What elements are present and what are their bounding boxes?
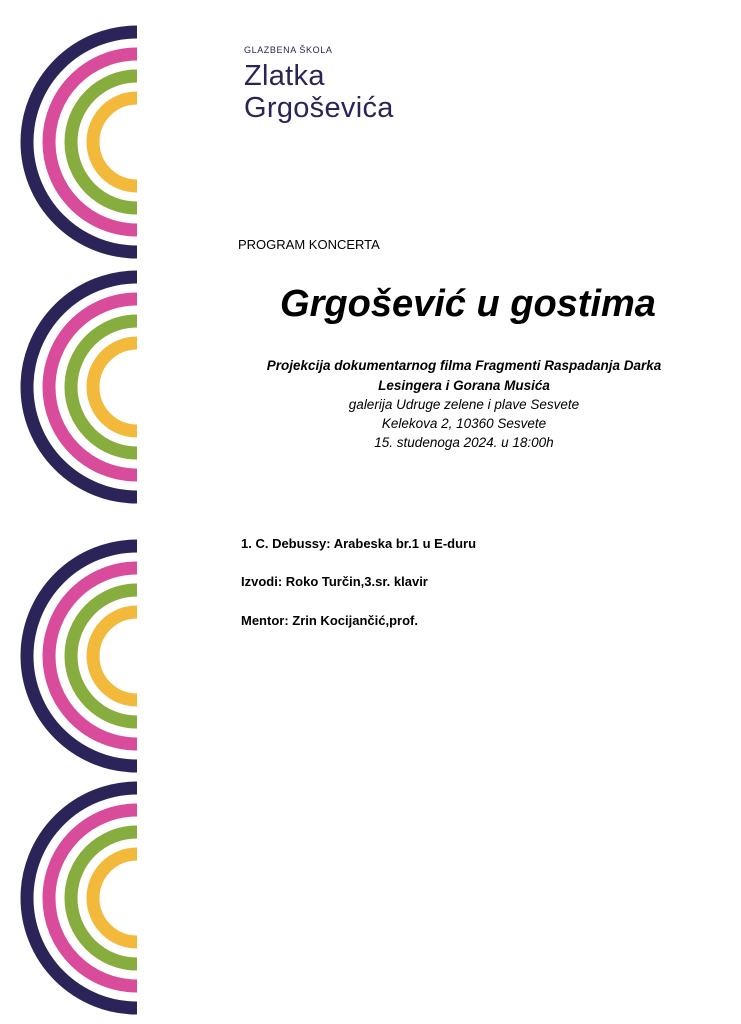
program-item-1: 1. C. Debussy: Arabeska br.1 u E-duru xyxy=(241,536,477,551)
decorative-arc xyxy=(27,32,137,142)
decorative-arc xyxy=(93,98,137,142)
decorative-arc xyxy=(27,387,137,497)
decorative-arc xyxy=(93,898,137,942)
decorative-arc xyxy=(27,788,137,898)
decorative-arc xyxy=(93,343,137,387)
document-label: PROGRAM KONCERTA xyxy=(238,237,380,252)
subtitle-line2: Lesingera i Gorana Musića xyxy=(378,378,550,393)
subtitle-line1: Projekcija dokumentarnog filma Fragmenti Raspadanja Darka xyxy=(266,358,662,373)
logo-name-line2: Grgoševića xyxy=(244,92,394,124)
decorative-arc xyxy=(27,277,137,387)
decorative-arc xyxy=(93,656,137,700)
decorative-arc xyxy=(27,898,137,1008)
decorative-arc xyxy=(93,142,137,186)
event-datetime: 15. studenoga 2024. u 18:00h xyxy=(374,435,554,450)
address: Kelekova 2, 10360 Sesvete xyxy=(381,416,547,431)
decorative-arc xyxy=(27,142,137,252)
program-performer: Izvodi: Roko Turčin,3.sr. klavir xyxy=(241,574,428,589)
logo-name-line1: Zlatka xyxy=(244,60,325,92)
decorative-arcs xyxy=(0,0,160,1024)
decorative-arc xyxy=(93,854,137,898)
decorative-arc xyxy=(27,546,137,656)
page-title: Grgošević u gostima xyxy=(280,283,656,325)
decorative-arc xyxy=(27,656,137,766)
logo-school-label: GLAZBENA ŠKOLA xyxy=(244,45,333,55)
program-mentor: Mentor: Zrin Kocijančić,prof. xyxy=(241,613,418,628)
decorative-arc xyxy=(93,612,137,656)
venue: galerija Udruge zelene i plave Sesvete xyxy=(348,397,580,412)
decorative-arc xyxy=(93,387,137,431)
